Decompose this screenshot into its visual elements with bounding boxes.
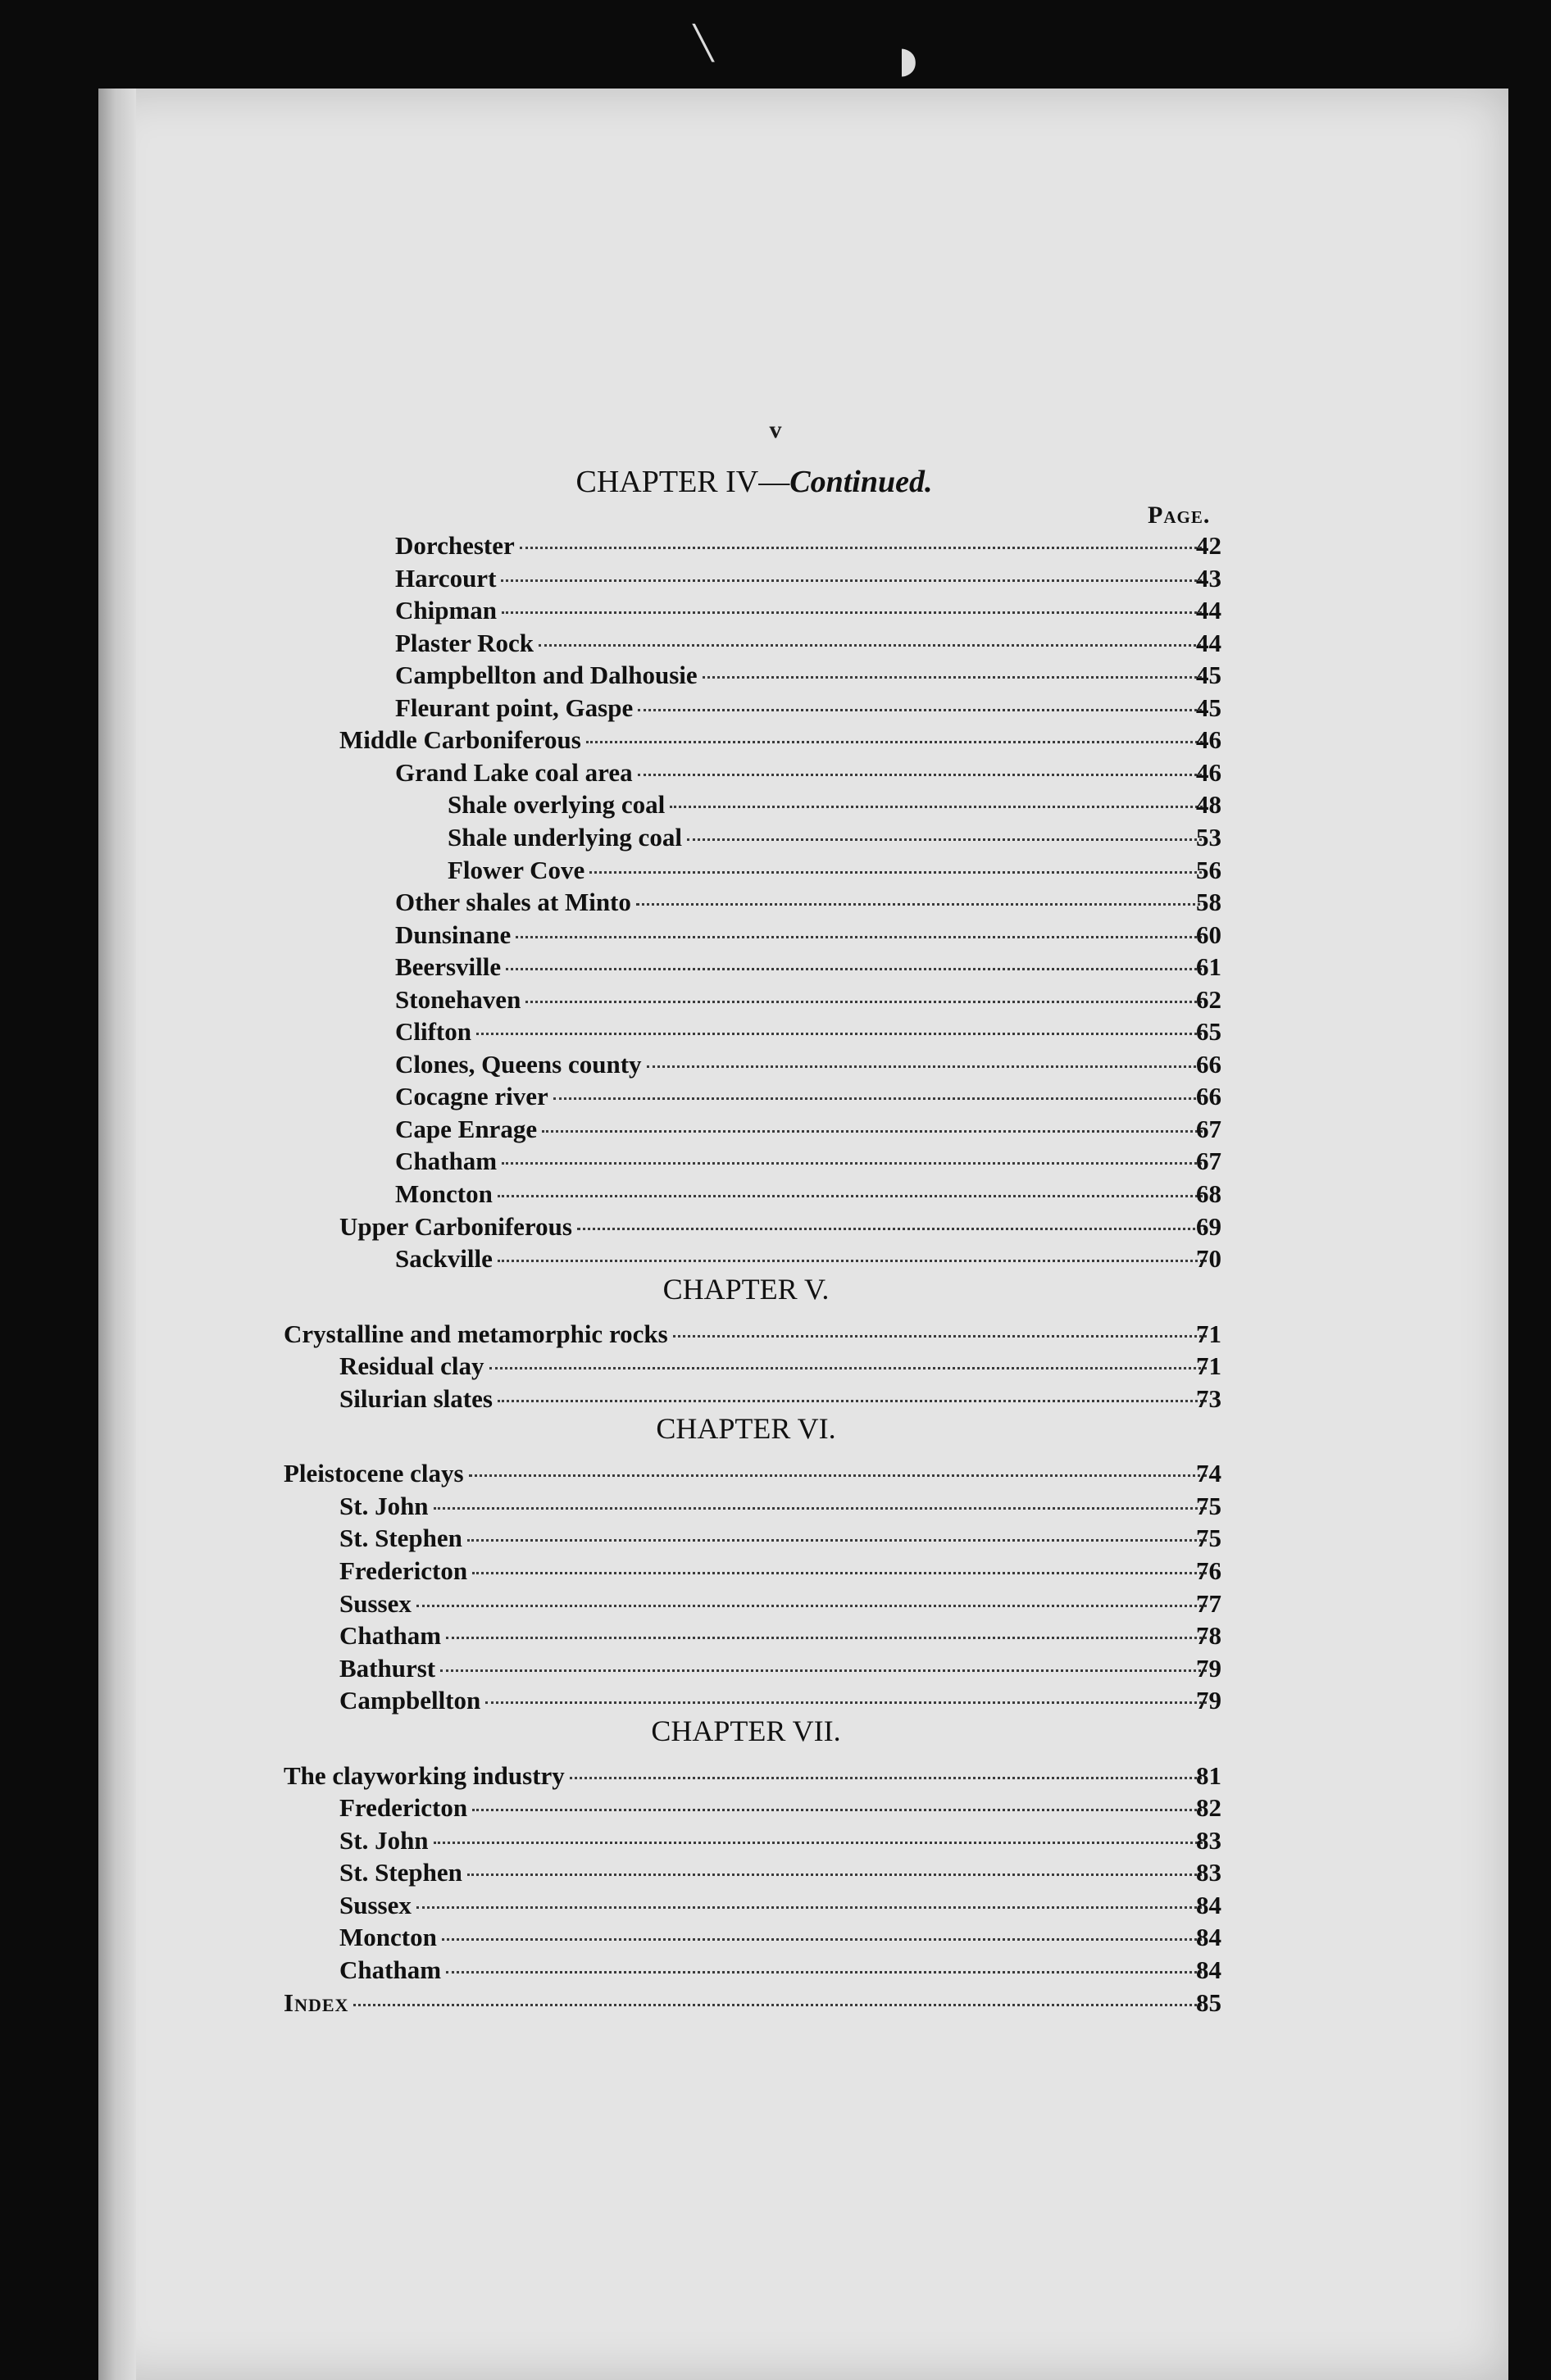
toc-entry-label: Grand Lake coal area [395,757,633,787]
toc-entry-label: Shale underlying coal [448,822,682,852]
toc-entry-label: Flower Cove [448,855,585,884]
toc-entry-page: 84 [1196,1890,1221,1919]
toc-entry-label: Cocagne river [395,1082,548,1111]
dot-leader [638,709,1207,711]
toc-entry-label: Dorchester [395,531,515,560]
dot-leader [673,1335,1207,1338]
dot-leader [553,1097,1207,1100]
toc-entry-label: Residual clay [339,1351,484,1381]
dot-leader [469,1474,1207,1477]
toc-entry-page: 71 [1196,1319,1221,1348]
dot-leader [440,1669,1207,1672]
toc-entry [339,1793,1215,1826]
toc-entry [339,1524,1215,1556]
dot-leader [446,1637,1207,1639]
scan-mark-right: ◗ [898,39,918,81]
dot-leader [520,547,1207,549]
toc-entry-page: 44 [1196,628,1221,657]
dot-leader [525,1001,1207,1003]
toc-entry-page: 77 [1196,1588,1221,1618]
dot-leader [570,1777,1207,1779]
toc-entry [448,856,1215,888]
toc-entry-page: 66 [1196,1082,1221,1111]
toc-entry-page: 76 [1196,1556,1221,1585]
toc-entry [339,1826,1215,1859]
toc-entry-label: Silurian slates [339,1383,493,1413]
toc-entry-page: 67 [1196,1114,1221,1143]
chapter-heading: CHAPTER VI. [656,1412,836,1446]
toc-entry-page: 60 [1196,920,1221,949]
toc-entry [395,888,1215,920]
toc-entry-page: 43 [1196,563,1221,593]
toc-entry [448,790,1215,823]
toc-entry-label: St. John [339,1491,429,1520]
toc-entry-label: St. Stephen [339,1524,462,1553]
toc-entry-label: Plaster Rock [395,628,534,657]
dot-leader [506,968,1207,970]
dot-leader [434,1507,1207,1510]
toc-entry [339,725,1215,758]
toc-entry-label: Moncton [339,1923,437,1952]
toc-entry-page: 58 [1196,888,1221,917]
toc-entry [339,1858,1215,1891]
dot-leader [498,1195,1207,1197]
dot-leader [542,1130,1207,1133]
dot-leader [586,741,1207,743]
toc-entry-label: Moncton [395,1179,493,1208]
dot-leader [472,1572,1207,1574]
toc-entry-page: 61 [1196,952,1221,982]
toc-entry-label: Chipman [395,596,498,625]
toc-entry [339,1351,1215,1384]
toc-entry-label: Sackville [395,1244,493,1274]
toc-entry-page: 75 [1196,1491,1221,1520]
toc-entry [395,1017,1215,1050]
scan-mark-left: ╲ [694,25,714,62]
toc-entry [339,1212,1215,1245]
dot-leader [467,1874,1207,1876]
dot-leader [498,1400,1207,1402]
toc-entry-label: Fredericton [339,1556,468,1585]
toc-entry-label: Fredericton [339,1793,468,1823]
chapter-title: CHAPTER IV— [575,465,790,499]
dot-leader [434,1842,1207,1844]
toc-entry-page: 73 [1196,1383,1221,1413]
dot-leader [489,1367,1207,1369]
toc-entry-label: Chatham [395,1147,498,1176]
toc-entry [395,564,1215,597]
toc-entry-label: Harcourt [395,563,497,593]
toc-entry-page: 66 [1196,1049,1221,1079]
toc-entry [395,531,1215,564]
toc-entry-label: Fleurant point, Gaspe [395,693,634,722]
toc-entry [395,1147,1215,1179]
dot-leader [647,1065,1207,1068]
toc-entry-page: 42 [1196,531,1221,560]
toc-entry-page: 46 [1196,725,1221,755]
toc-entry [339,1492,1215,1524]
chapter-heading: CHAPTER V. [662,1272,830,1306]
toc-entry [395,758,1215,791]
toc-entry [395,629,1215,661]
dot-leader [577,1228,1207,1230]
toc-entry-page: 65 [1196,1017,1221,1047]
toc-entry-page: 71 [1196,1351,1221,1381]
toc-entry-page: 84 [1196,1955,1221,1984]
dot-leader [589,871,1207,874]
toc-entry [284,1459,1215,1492]
toc-entry [284,1761,1215,1794]
chapter-title-suffix: Continued. [789,465,933,499]
toc-entry [395,1082,1215,1115]
toc-entry-page: 81 [1196,1760,1221,1790]
dot-leader [446,1971,1207,1973]
dot-leader [416,1906,1207,1909]
toc-entry [395,1050,1215,1083]
dot-leader [539,644,1207,647]
dot-leader [703,676,1207,679]
toc-entry-label: Chatham [339,1955,442,1984]
toc-entry-page: 84 [1196,1923,1221,1952]
toc-entry-label: Pleistocene clays [284,1459,464,1488]
toc-entry [395,1115,1215,1147]
toc-entry [395,596,1215,629]
dot-leader [502,611,1207,614]
toc-entry-label: Bathurst [339,1653,436,1683]
dot-leader [638,774,1207,776]
dot-leader [501,579,1207,582]
toc-entry-page: 67 [1196,1147,1221,1176]
toc-entry-label: Dunsinane [395,920,512,949]
toc-entry-page: 78 [1196,1621,1221,1651]
toc-entry [395,985,1215,1018]
toc-entry-page: 79 [1196,1686,1221,1715]
toc-entry-label: Index [284,1987,349,2017]
toc-entry-page: 85 [1196,1987,1221,2017]
toc-entry-label: St. John [339,1825,429,1855]
dot-leader [472,1809,1207,1811]
toc-entry [339,1556,1215,1589]
toc-entry [395,952,1215,985]
toc-entry [395,661,1215,693]
toc-entry-label: Campbellton and Dalhousie [395,661,698,690]
dot-leader [353,2004,1207,2006]
toc-entry-page: 83 [1196,1825,1221,1855]
toc-entry-page: 83 [1196,1858,1221,1887]
toc-entry [339,1955,1215,1988]
toc-entry [339,1923,1215,1955]
toc-entry-page: 44 [1196,596,1221,625]
page-column-header: Page. [1148,502,1211,529]
toc-entry [395,693,1215,726]
dot-leader [485,1701,1207,1704]
dot-leader [636,903,1207,906]
toc-entry [395,920,1215,953]
toc-entry-page: 53 [1196,822,1221,852]
toc-entry-label: Middle Carboniferous [339,725,581,755]
toc-entry-page: 79 [1196,1653,1221,1683]
toc-entry-page: 56 [1196,855,1221,884]
toc-entry-label: Other shales at Minto [395,888,631,917]
toc-entry-label: Shale overlying coal [448,790,666,820]
dot-leader [498,1260,1207,1262]
toc-entry-label: Beersville [395,952,502,982]
chapter-heading: CHAPTER VII. [651,1714,841,1747]
toc-entry-page: 82 [1196,1793,1221,1823]
toc-entry-page: 45 [1196,661,1221,690]
dot-leader [687,838,1207,841]
dot-leader [416,1605,1207,1607]
toc-entry-label: Sussex [339,1890,412,1919]
toc-entry-page: 45 [1196,693,1221,722]
toc-entry-label: St. Stephen [339,1858,462,1887]
toc-entry-page: 46 [1196,757,1221,787]
toc-entry-page: 75 [1196,1524,1221,1553]
toc-entry [339,1589,1215,1622]
dot-leader [516,936,1207,938]
toc-entry [284,1319,1215,1352]
toc-entry-page: 48 [1196,790,1221,820]
toc-entry [339,1654,1215,1687]
toc-entry-label: Crystalline and metamorphic rocks [284,1319,668,1348]
toc-entry [395,1179,1215,1212]
toc-entry [339,1621,1215,1654]
toc-entry-label: Clones, Queens county [395,1049,642,1079]
toc-entry-page: 70 [1196,1244,1221,1274]
toc-entry-page: 69 [1196,1211,1221,1241]
dot-leader [467,1539,1207,1542]
toc-entry-label: Campbellton [339,1686,481,1715]
toc-entry-page: 62 [1196,984,1221,1014]
toc-entry-label: The clayworking industry [284,1760,565,1790]
toc-entry-label: Stonehaven [395,984,521,1014]
toc-entry-label: Chatham [339,1621,442,1651]
toc-entry-label: Clifton [395,1017,471,1047]
toc-entry-label: Upper Carboniferous [339,1211,572,1241]
toc-entry [448,823,1215,856]
toc-entry-page: 68 [1196,1179,1221,1208]
dot-leader [442,1938,1207,1941]
toc-entry-page: 74 [1196,1459,1221,1488]
page-number: v [769,416,782,443]
toc-entry [284,1988,1215,2021]
dot-leader [670,806,1207,808]
toc-entry-label: Cape Enrage [395,1114,538,1143]
toc-entry [339,1891,1215,1924]
toc-entry-label: Sussex [339,1588,412,1618]
dot-leader [502,1162,1207,1165]
dot-leader [476,1033,1207,1035]
